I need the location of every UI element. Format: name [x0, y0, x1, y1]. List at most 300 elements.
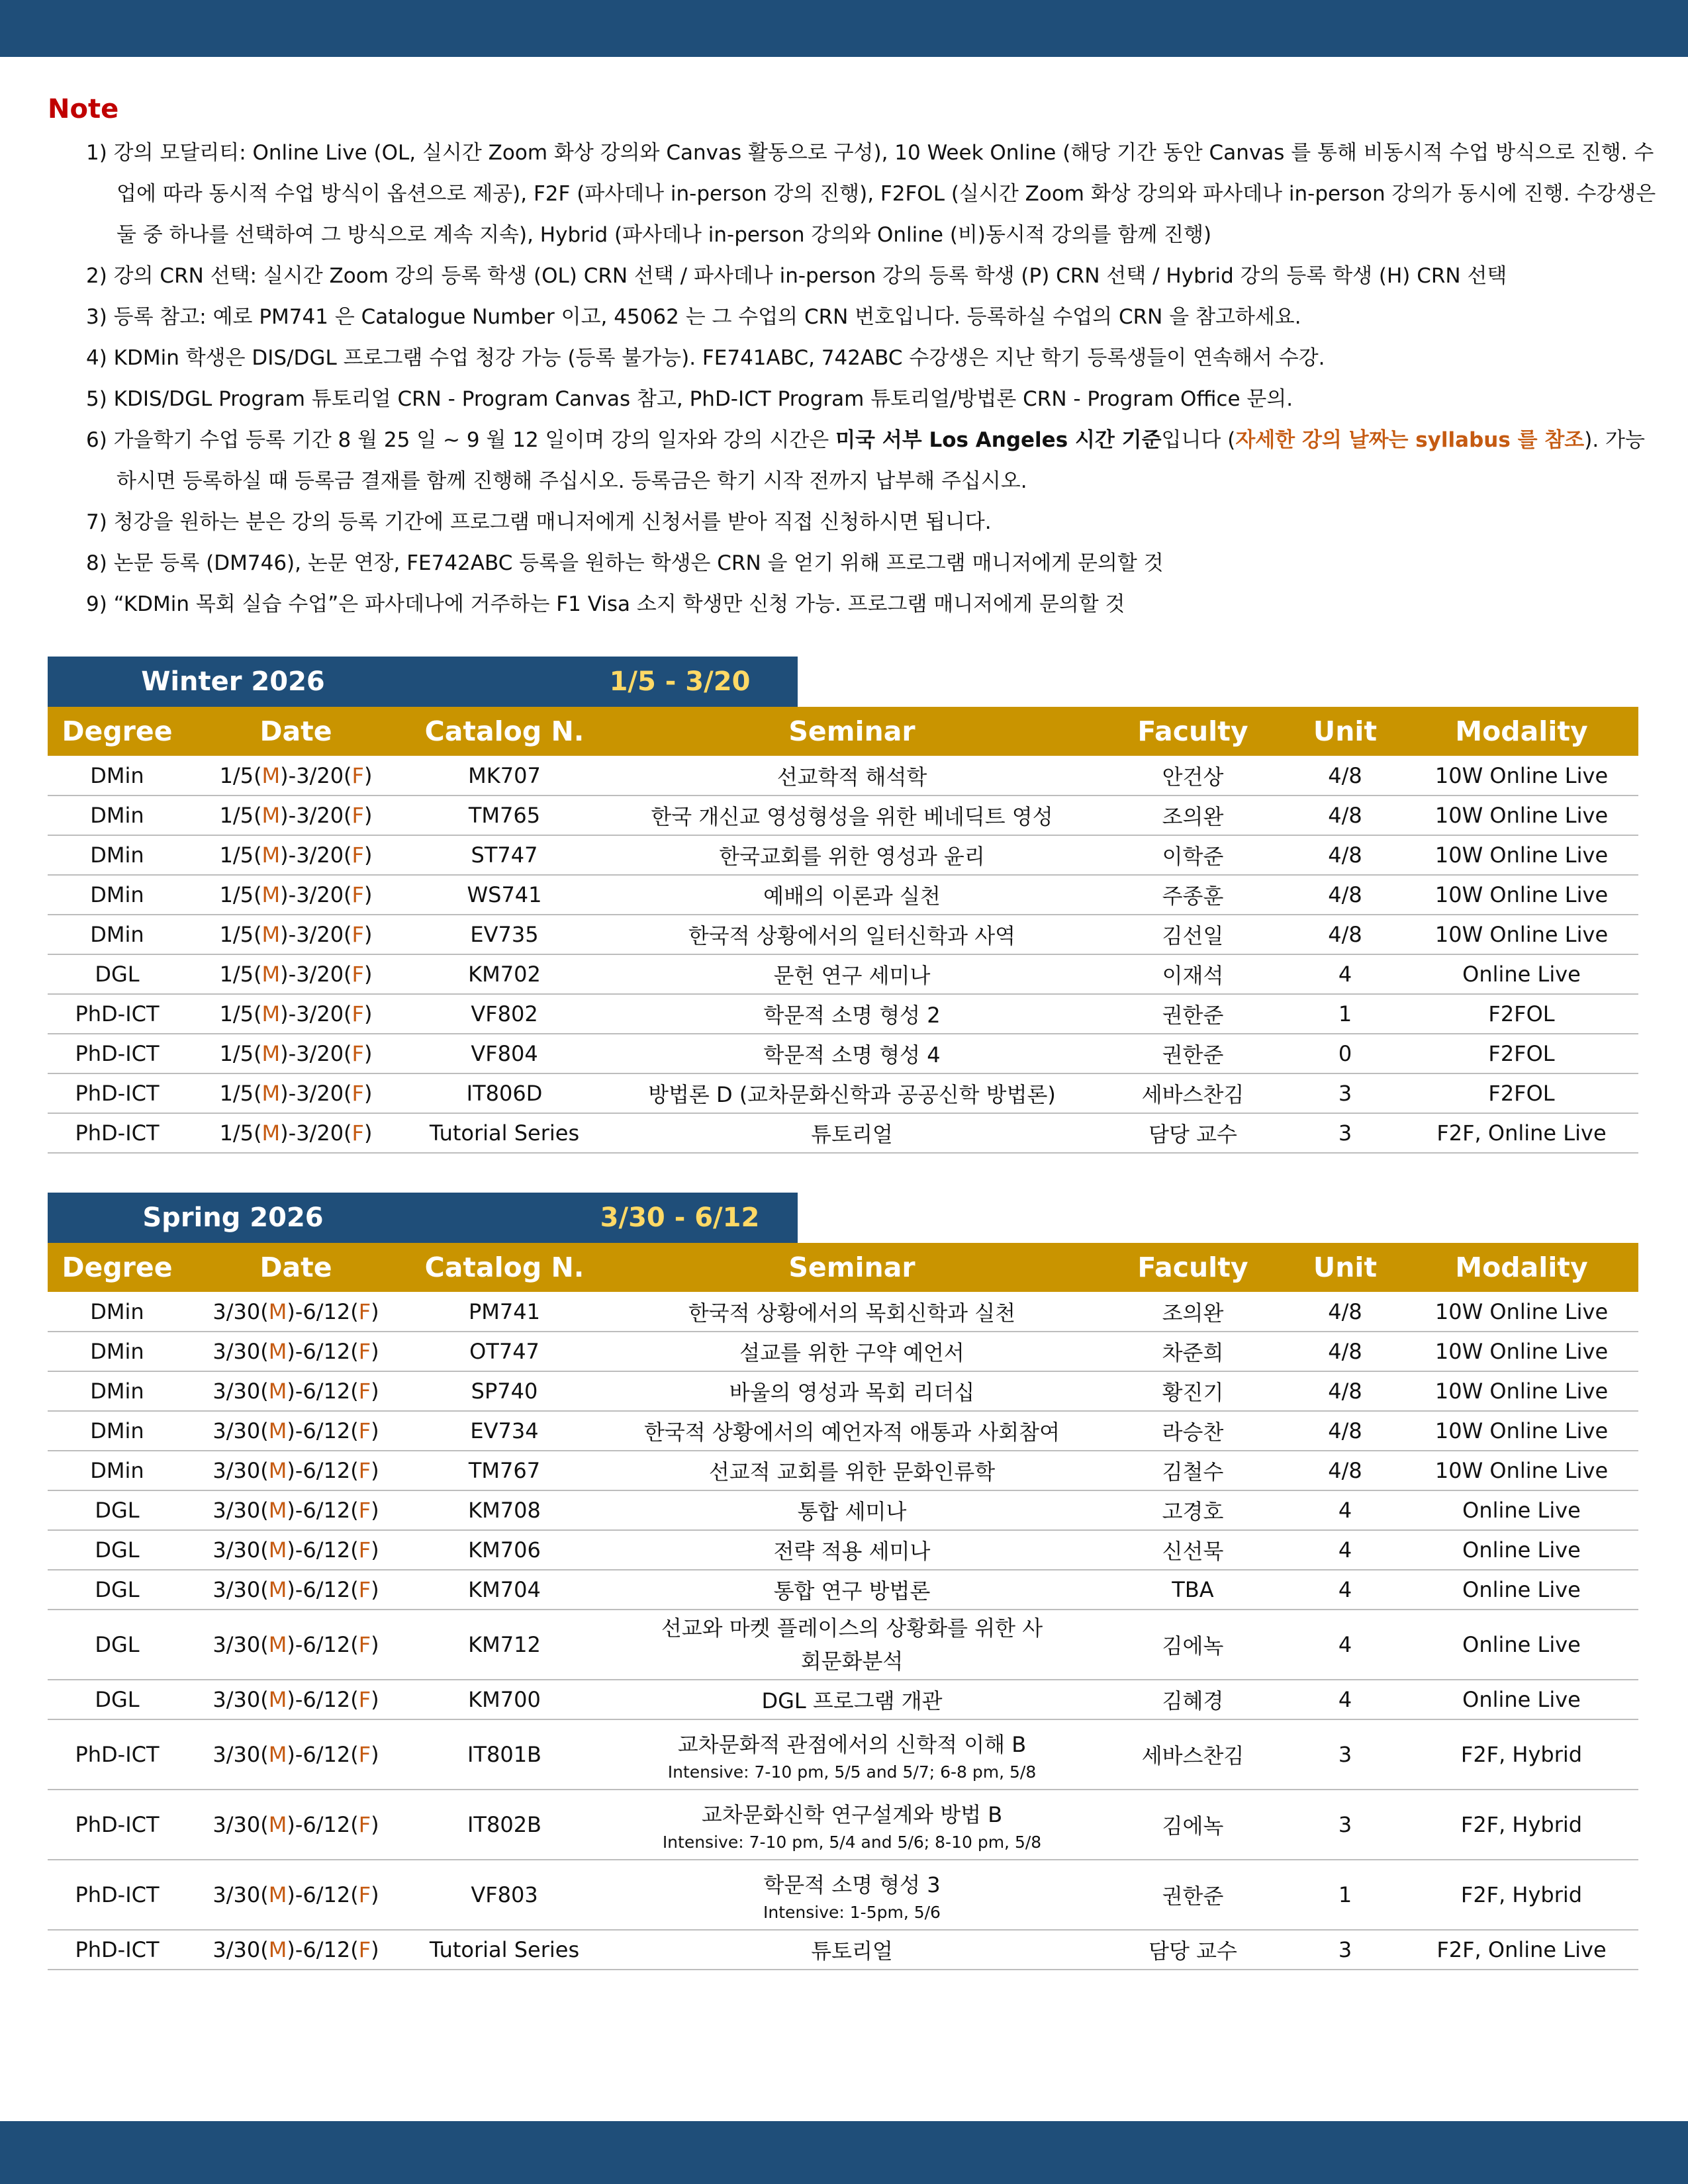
weekday-open: ( [344, 882, 352, 907]
weekday-open: ( [350, 1882, 359, 1907]
degree-cell: DMin [48, 796, 187, 835]
faculty-cell: 세바스찬김 [1100, 1719, 1286, 1790]
weekday-open: ( [350, 1742, 359, 1767]
weekday-close: )- [280, 1001, 297, 1026]
modality-cell: F2F, Hybrid [1405, 1719, 1638, 1790]
unit-cell: 4 [1286, 954, 1405, 994]
start-date: 1/5 [219, 762, 254, 788]
note-item [86, 420, 1662, 502]
modality-cell: F2FOL [1405, 994, 1638, 1034]
catalog-cell: TM767 [405, 1451, 604, 1490]
date-cell [187, 835, 405, 875]
unit-cell: 1 [1286, 1860, 1405, 1930]
start-date: 3/30 [212, 1812, 261, 1837]
weekday-open: ( [350, 1298, 359, 1324]
modality-cell: F2F, Online Live [1405, 1113, 1638, 1153]
end-date: 6/12 [303, 1632, 351, 1657]
modality-cell: F2FOL [1405, 1034, 1638, 1073]
weekday-close: ) [371, 1498, 379, 1523]
weekday-open: ( [260, 1458, 269, 1483]
weekday-close: ) [363, 842, 373, 868]
unit-cell: 1 [1286, 994, 1405, 1034]
weekday-close: ) [371, 1632, 379, 1657]
col-modality: Modality [1455, 715, 1588, 747]
weekday-monday: M [268, 1418, 287, 1443]
weekday-close: )- [287, 1812, 303, 1837]
unit-cell: 3 [1286, 1073, 1405, 1113]
col-modality: Modality [1455, 1251, 1588, 1283]
modality-cell: Online Live [1405, 1680, 1638, 1719]
weekday-monday: M [268, 1458, 287, 1483]
modality-cell: F2F, Hybrid [1405, 1790, 1638, 1860]
weekday-close: ) [371, 1339, 379, 1364]
weekday-open: ( [260, 1742, 269, 1767]
modality-cell: 10W Online Live [1405, 756, 1638, 796]
semester-name: Winter 2026 [141, 666, 325, 697]
modality-cell: Online Live [1405, 1490, 1638, 1530]
date-cell [187, 1411, 405, 1451]
weekday-open: ( [260, 1882, 269, 1907]
modality-cell: 10W Online Live [1405, 1332, 1638, 1371]
col-seminar: Seminar [788, 1251, 915, 1283]
catalog-cell: TM765 [405, 796, 604, 835]
date-cell [187, 1292, 405, 1332]
start-date: 3/30 [212, 1882, 261, 1907]
note-text: 입니다 ( [1161, 428, 1236, 452]
unit-cell: 4/8 [1286, 756, 1405, 796]
table-row [48, 1930, 1638, 1970]
seminar-cell [604, 1451, 1100, 1490]
weekday-open: ( [254, 1001, 262, 1026]
weekday-open: ( [254, 922, 262, 947]
weekday-open: ( [350, 1577, 359, 1602]
weekday-open: ( [350, 1632, 359, 1657]
degree-cell: DMin [48, 1332, 187, 1371]
seminar-title: 선교적 교회를 위한 문화인류학 [708, 1459, 996, 1484]
weekday-open: ( [350, 1537, 359, 1563]
table-header-row [48, 707, 1638, 756]
end-date: 6/12 [303, 1882, 351, 1907]
seminar-title: 교차문화신학 연구설계와 방법 B [701, 1801, 1003, 1827]
seminar-title: 튜토리얼 [811, 1938, 893, 1964]
date-cell [187, 1680, 405, 1719]
weekday-close: )- [287, 1498, 303, 1523]
note-item [86, 255, 1662, 296]
weekday-close: )- [280, 803, 297, 828]
semester-date-range: 1/5 - 3/20 [609, 666, 751, 697]
table-row [48, 1610, 1638, 1680]
modality-cell: Online Live [1405, 1610, 1638, 1680]
weekday-monday: M [261, 882, 281, 907]
unit-cell: 3 [1286, 1790, 1405, 1860]
start-date: 3/30 [212, 1577, 261, 1602]
weekday-open: ( [344, 1001, 352, 1026]
degree-cell: PhD-ICT [48, 1034, 187, 1073]
weekday-monday: M [268, 1577, 287, 1602]
end-date: 6/12 [303, 1379, 351, 1404]
note-text: 자세한 강의 날짜는 syllabus 를 참조 [1235, 428, 1585, 452]
catalog-cell: Tutorial Series [405, 1113, 604, 1153]
degree-cell: DMin [48, 756, 187, 796]
weekday-monday: M [261, 842, 281, 868]
weekday-open: ( [350, 1498, 359, 1523]
weekday-monday: M [261, 1120, 281, 1146]
start-date: 1/5 [219, 1081, 254, 1106]
weekday-open: ( [260, 1577, 269, 1602]
end-date: 3/20 [296, 1081, 344, 1106]
unit-cell: 4 [1286, 1530, 1405, 1570]
table-row [48, 1530, 1638, 1570]
seminar-cell [604, 756, 1100, 796]
unit-cell: 3 [1286, 1113, 1405, 1153]
weekday-close: )- [280, 842, 297, 868]
seminar-cell [604, 1490, 1100, 1530]
faculty-cell: 주종훈 [1100, 875, 1286, 915]
seminar-cell [604, 875, 1100, 915]
weekday-friday: F [352, 962, 364, 987]
degree-cell: DGL [48, 1680, 187, 1719]
table-row [48, 1292, 1638, 1332]
weekday-close: ) [371, 1742, 379, 1767]
table-row [48, 1680, 1638, 1719]
weekday-monday: M [261, 1001, 281, 1026]
end-date: 3/20 [296, 803, 344, 828]
weekday-close: ) [371, 1458, 379, 1483]
weekday-close: )- [280, 882, 297, 907]
weekday-close: )- [280, 1120, 297, 1146]
end-date: 3/20 [296, 962, 344, 987]
note-title: Note [48, 94, 119, 124]
seminar-cell [604, 1371, 1100, 1411]
catalog-cell: ST747 [405, 835, 604, 875]
end-date: 3/20 [296, 1041, 344, 1066]
faculty-cell: 담당 교수 [1100, 1930, 1286, 1970]
weekday-close: )- [280, 962, 297, 987]
degree-cell: PhD-ICT [48, 1719, 187, 1790]
weekday-close: ) [371, 1577, 379, 1602]
seminar-cell [604, 1610, 1100, 1680]
date-cell [187, 1610, 405, 1680]
weekday-friday: F [358, 1742, 371, 1767]
table-row [48, 1570, 1638, 1610]
seminar-cell [604, 1411, 1100, 1451]
weekday-friday: F [358, 1537, 371, 1563]
weekday-close: ) [371, 1537, 379, 1563]
catalog-cell: WS741 [405, 875, 604, 915]
table-row [48, 1719, 1638, 1790]
weekday-friday: F [358, 1577, 371, 1602]
weekday-monday: M [261, 922, 281, 947]
degree-cell: DGL [48, 1490, 187, 1530]
degree-cell: PhD-ICT [48, 1790, 187, 1860]
faculty-cell: 고경호 [1100, 1490, 1286, 1530]
faculty-cell: 담당 교수 [1100, 1113, 1286, 1153]
end-date: 6/12 [303, 1742, 351, 1767]
weekday-monday: M [261, 1081, 281, 1106]
col-faculty: Faculty [1137, 1251, 1248, 1283]
seminar-cell [604, 954, 1100, 994]
weekday-open: ( [344, 1041, 352, 1066]
col-date: Date [259, 1251, 332, 1283]
weekday-monday: M [268, 1882, 287, 1907]
date-cell [187, 1790, 405, 1860]
note-text: 3) 등록 참고: 예로 PM741 은 Catalogue Number 이고, 45062 는 그 수업의 CRN 번호입니다. 등록하실 수업의 CRN 을 참고하세요. [86, 305, 1301, 329]
date-cell [187, 1034, 405, 1073]
end-date: 3/20 [296, 842, 344, 868]
weekday-open: ( [260, 1418, 269, 1443]
weekday-open: ( [254, 1041, 262, 1066]
degree-cell: DMin [48, 1451, 187, 1490]
weekday-monday: M [268, 1742, 287, 1767]
faculty-cell: 황진기 [1100, 1371, 1286, 1411]
catalog-cell: KM702 [405, 954, 604, 994]
seminar-title: 학문적 소명 형성 4 [763, 1042, 941, 1068]
start-date: 3/30 [212, 1339, 261, 1364]
weekday-open: ( [344, 922, 352, 947]
weekday-monday: M [268, 1632, 287, 1657]
modality-cell: 10W Online Live [1405, 1451, 1638, 1490]
weekday-close: ) [363, 922, 373, 947]
start-date: 1/5 [219, 922, 254, 947]
end-date: 6/12 [303, 1687, 351, 1712]
degree-cell: PhD-ICT [48, 1930, 187, 1970]
weekday-monday: M [268, 1298, 287, 1324]
date-cell [187, 796, 405, 835]
weekday-monday: M [268, 1537, 287, 1563]
start-date: 3/30 [212, 1418, 261, 1443]
degree-cell: DMin [48, 1292, 187, 1332]
weekday-monday: M [268, 1498, 287, 1523]
weekday-open: ( [260, 1937, 269, 1962]
seminar-cell [604, 1530, 1100, 1570]
weekday-friday: F [352, 762, 364, 788]
date-cell [187, 1530, 405, 1570]
seminar-title: 한국적 상황에서의 일터신학과 사역 [688, 923, 1016, 948]
end-date: 6/12 [303, 1339, 351, 1364]
catalog-cell: IT806D [405, 1073, 604, 1113]
semester-header [48, 657, 798, 707]
faculty-cell: 김철수 [1100, 1451, 1286, 1490]
seminar-cell [604, 1719, 1100, 1790]
seminar-cell [604, 1113, 1100, 1153]
weekday-open: ( [260, 1379, 269, 1404]
weekday-open: ( [350, 1937, 359, 1962]
end-date: 6/12 [303, 1812, 351, 1837]
end-date: 3/20 [296, 762, 344, 788]
weekday-open: ( [260, 1339, 269, 1364]
weekday-open: ( [254, 1081, 262, 1106]
col-catalog: Catalog N. [424, 1251, 585, 1283]
col-faculty: Faculty [1137, 715, 1248, 747]
weekday-close: )- [280, 762, 297, 788]
weekday-close: ) [363, 1001, 373, 1026]
weekday-friday: F [352, 1081, 364, 1106]
weekday-monday: M [268, 1339, 287, 1364]
weekday-friday: F [352, 803, 364, 828]
weekday-close: )- [287, 1882, 303, 1907]
catalog-cell: VF804 [405, 1034, 604, 1073]
date-cell [187, 875, 405, 915]
note-text: 미국 서부 Los Angeles 시간 기준 [835, 428, 1162, 452]
seminar-title: 통합 세미나 [797, 1499, 907, 1524]
seminar-title: 선교학적 해석학 [776, 764, 927, 790]
start-date: 3/30 [212, 1537, 261, 1563]
winter-schedule [48, 657, 1638, 1154]
catalog-cell: MK707 [405, 756, 604, 796]
weekday-monday: M [261, 803, 281, 828]
note-text: 6) 가을학기 수업 등록 기간 8 월 25 일 ~ 9 월 12 일이며 강의 일자와 강의 시간은 [86, 428, 836, 452]
table-row [48, 1073, 1638, 1113]
faculty-cell: 김에녹 [1100, 1610, 1286, 1680]
semester-date-range: 3/30 - 6/12 [600, 1203, 760, 1233]
weekday-friday: F [352, 842, 364, 868]
seminar-title: 바울의 영성과 목회 리더십 [729, 1380, 975, 1405]
seminar-title: 교차문화적 관점에서의 신학적 이해 B [677, 1731, 1027, 1757]
catalog-cell: KM706 [405, 1530, 604, 1570]
note-text: ). 가능하시면 등록하실 때 등록금 결재를 함께 진행해 주십시오. 등록금은 학기 시작 전까지 납부해 주십시오. [117, 428, 1645, 493]
weekday-open: ( [350, 1339, 359, 1364]
unit-cell: 3 [1286, 1719, 1405, 1790]
seminar-title: 예배의 이론과 실천 [763, 884, 941, 909]
date-cell [187, 756, 405, 796]
weekday-close: ) [371, 1812, 379, 1837]
unit-cell: 4/8 [1286, 875, 1405, 915]
table-row [48, 756, 1638, 796]
course-table [48, 1243, 1638, 1970]
weekday-close: ) [371, 1882, 379, 1907]
weekday-close: ) [371, 1937, 379, 1962]
degree-cell: DGL [48, 1610, 187, 1680]
seminar-title: 한국 개신교 영성형성을 위한 베네딕트 영성 [651, 804, 1053, 829]
table-header-row [48, 1243, 1638, 1292]
weekday-close: )- [280, 922, 297, 947]
semester-name: Spring 2026 [142, 1203, 324, 1233]
start-date: 3/30 [212, 1458, 261, 1483]
faculty-cell: TBA [1100, 1570, 1286, 1610]
seminar-title: 방법론 D (교차문화신학과 공공신학 방법론) [648, 1082, 1056, 1107]
table-row [48, 1332, 1638, 1371]
date-cell [187, 954, 405, 994]
seminar-cell [604, 1790, 1100, 1860]
end-date: 6/12 [303, 1418, 351, 1443]
start-date: 3/30 [212, 1742, 261, 1767]
end-date: 6/12 [303, 1458, 351, 1483]
weekday-close: )- [287, 1418, 303, 1443]
faculty-cell: 권한준 [1100, 1860, 1286, 1930]
degree-cell: PhD-ICT [48, 994, 187, 1034]
weekday-open: ( [260, 1537, 269, 1563]
catalog-cell: KM704 [405, 1570, 604, 1610]
modality-cell: Online Live [1405, 1530, 1638, 1570]
start-date: 3/30 [212, 1498, 261, 1523]
start-date: 1/5 [219, 803, 254, 828]
weekday-open: ( [254, 803, 262, 828]
unit-cell: 4 [1286, 1680, 1405, 1719]
weekday-close: ) [363, 1041, 373, 1066]
note-text: 2) 강의 CRN 선택: 실시간 Zoom 강의 등록 학생 (OL) CRN 선택 / 파사데나 in-person 강의 등록 학생 (P) CRN 선택 / Hybrid 강의 등록 학생 (H) CRN 선택 [86, 264, 1507, 288]
weekday-close: ) [363, 1120, 373, 1146]
modality-cell: 10W Online Live [1405, 875, 1638, 915]
seminar-cell [604, 915, 1100, 954]
date-cell [187, 1930, 405, 1970]
seminar-title: DGL 프로그램 개관 [761, 1688, 943, 1713]
unit-cell: 3 [1286, 1930, 1405, 1970]
degree-cell: DMin [48, 875, 187, 915]
weekday-open: ( [344, 762, 352, 788]
bottom-banner [0, 2121, 1688, 2184]
weekday-open: ( [344, 1081, 352, 1106]
start-date: 3/30 [212, 1937, 261, 1962]
catalog-cell: IT801B [405, 1719, 604, 1790]
weekday-open: ( [350, 1458, 359, 1483]
weekday-friday: F [358, 1687, 371, 1712]
unit-cell: 4 [1286, 1610, 1405, 1680]
table-row [48, 1034, 1638, 1073]
faculty-cell: 이학준 [1100, 835, 1286, 875]
weekday-close: ) [363, 762, 373, 788]
weekday-close: ) [371, 1687, 379, 1712]
note-text: 4) KDMin 학생은 DIS/DGL 프로그램 수업 청강 가능 (등록 불가능). FE741ABC, 742ABC 수강생은 지난 학기 등록생들이 연속해서 수강. [86, 346, 1325, 370]
degree-cell: DGL [48, 954, 187, 994]
date-cell [187, 1570, 405, 1610]
weekday-open: ( [344, 1120, 352, 1146]
weekday-friday: F [352, 1001, 364, 1026]
end-date: 3/20 [296, 1120, 344, 1146]
table-row [48, 875, 1638, 915]
faculty-cell: 라승찬 [1100, 1411, 1286, 1451]
table-row [48, 994, 1638, 1034]
end-date: 3/20 [296, 922, 344, 947]
catalog-cell: IT802B [405, 1790, 604, 1860]
weekday-monday: M [261, 1041, 281, 1066]
weekday-open: ( [344, 842, 352, 868]
weekday-friday: F [358, 1379, 371, 1404]
unit-cell: 4 [1286, 1570, 1405, 1610]
seminar-title: 한국교회를 위한 영성과 윤리 [719, 844, 985, 869]
weekday-close: )- [287, 1632, 303, 1657]
table-row [48, 915, 1638, 954]
seminar-cell [604, 1332, 1100, 1371]
col-unit: Unit [1313, 715, 1378, 747]
weekday-friday: F [358, 1458, 371, 1483]
catalog-cell: EV734 [405, 1411, 604, 1451]
weekday-open: ( [260, 1298, 269, 1324]
weekday-open: ( [350, 1812, 359, 1837]
col-seminar: Seminar [788, 715, 915, 747]
weekday-friday: F [358, 1937, 371, 1962]
note-text: 9) “KDMin 목회 실습 수업”은 파사데나에 거주하는 F1 Visa 소지 학생만 신청 가능. 프로그램 매니저에게 문의할 것 [86, 592, 1125, 616]
unit-cell: 4/8 [1286, 1451, 1405, 1490]
start-date: 3/30 [212, 1379, 261, 1404]
weekday-friday: F [358, 1498, 371, 1523]
table-row [48, 954, 1638, 994]
degree-cell: PhD-ICT [48, 1073, 187, 1113]
weekday-open: ( [254, 962, 262, 987]
weekday-close: )- [280, 1081, 297, 1106]
table-row [48, 1113, 1638, 1153]
seminar-cell [604, 1073, 1100, 1113]
weekday-friday: F [358, 1418, 371, 1443]
modality-cell: 10W Online Live [1405, 796, 1638, 835]
faculty-cell: 차준희 [1100, 1332, 1286, 1371]
unit-cell: 4/8 [1286, 915, 1405, 954]
weekday-close: )- [287, 1458, 303, 1483]
date-cell [187, 1490, 405, 1530]
unit-cell: 4/8 [1286, 1332, 1405, 1371]
seminar-title: 학문적 소명 형성 2 [763, 1003, 941, 1028]
weekday-close: )- [287, 1577, 303, 1602]
weekday-friday: F [352, 922, 364, 947]
